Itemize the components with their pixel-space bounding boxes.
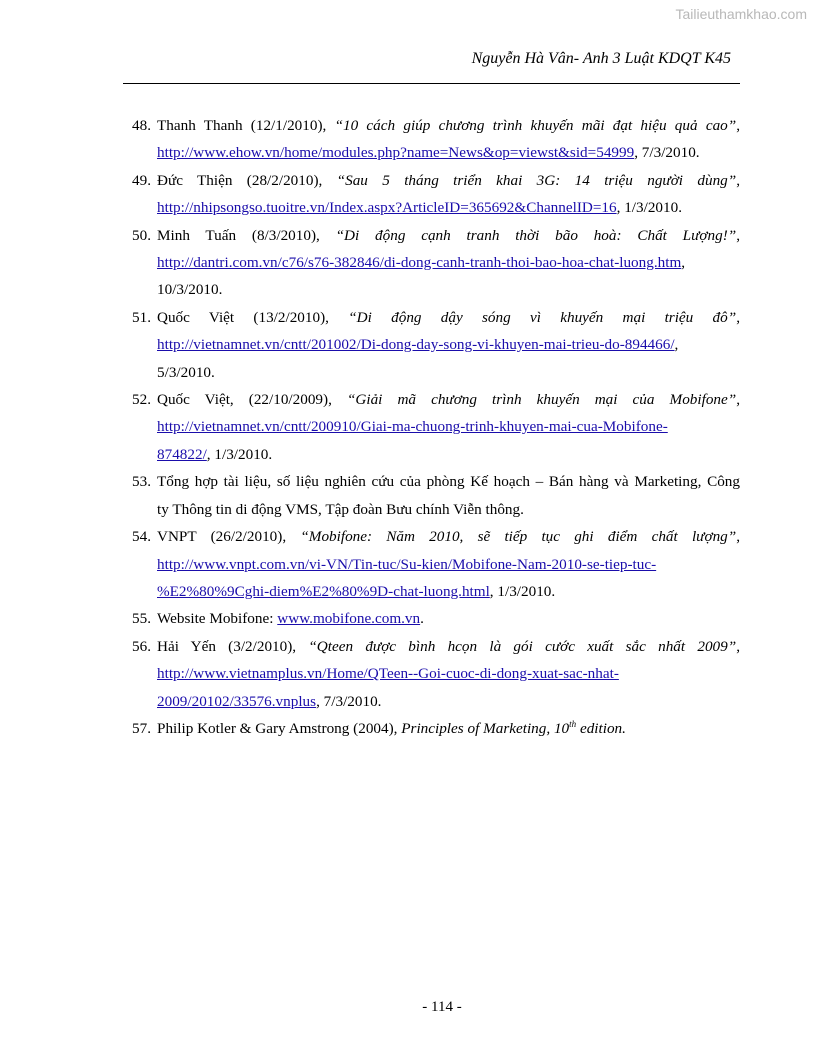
reference-link[interactable]: http://nhipsongso.tuoitre.vn/Index.aspx?ArticleID=365692&ChannelID=16: [157, 199, 617, 217]
reference-link[interactable]: 2009/20102/33576.vnplus: [157, 692, 317, 710]
reference-item: [132, 468, 740, 523]
reference-item: [132, 304, 740, 386]
reference-line: [157, 523, 740, 550]
reference-number: 55.: [132, 610, 151, 628]
reference-text: Philip Kotler & Gary Amstrong (2004),: [157, 719, 402, 737]
reference-number: 56.: [132, 637, 151, 655]
reference-title: “Di động cạnh tranh thời bão hoà: Chất Lượng!”: [335, 226, 737, 244]
reference-text: ,: [736, 226, 741, 244]
reference-line: [157, 194, 740, 221]
reference-line: [157, 386, 740, 413]
reference-text: Tổng hợp tài liệu, số liệu nghiên cứu của phòng Kế hoạch – Bán hàng và Marketing, Công: [157, 473, 740, 491]
reference-item: [132, 112, 740, 167]
reference-line: [157, 715, 740, 742]
reference-link[interactable]: http://vietnamnet.vn/cntt/200910/Giai-ma-chuong-trinh-khuyen-mai-cua-Mobifone-: [157, 418, 668, 436]
reference-text: .: [420, 610, 424, 628]
reference-text: Hải Yến (3/2/2010),: [157, 637, 309, 655]
reference-line: [157, 331, 740, 358]
reference-link[interactable]: http://www.vietnamplus.vn/Home/QTeen--Goi-cuoc-di-dong-xuat-sac-nhat-: [157, 665, 619, 683]
reference-item: [132, 523, 740, 605]
reference-text: VNPT (26/2/2010),: [157, 528, 301, 546]
reference-text: Thanh Thanh (12/1/2010),: [157, 117, 335, 134]
reference-text: , 7/3/2010.: [634, 144, 700, 162]
reference-text: 10/3/2010.: [157, 281, 223, 299]
watermark: Tailieuthamkhao.com: [675, 6, 807, 22]
reference-line: [157, 249, 740, 276]
reference-line: [157, 276, 740, 303]
reference-number: 53.: [132, 473, 151, 491]
page-number: - 114 -: [422, 999, 462, 1015]
reference-title: “Mobifone: Năm 2010, sẽ tiếp tục ghi điểm chất lượng”: [300, 528, 737, 546]
reference-number: 48.: [132, 117, 151, 134]
reference-line: [157, 660, 740, 687]
reference-link[interactable]: www.mobifone.com.vn: [277, 610, 421, 628]
reference-number: 51.: [132, 308, 151, 326]
reference-text: Website Mobifone:: [157, 610, 278, 628]
reference-body: [157, 468, 740, 523]
reference-line: [157, 578, 740, 605]
reference-line: [157, 633, 740, 660]
reference-line: [157, 413, 740, 440]
reference-title: Principles of Marketing, 10: [401, 719, 570, 737]
reference-link[interactable]: http://vietnamnet.vn/cntt/201002/Di-dong-day-song-vi-khuyen-mai-trieu-do-894466/: [157, 336, 675, 354]
reference-line: [157, 688, 740, 715]
reference-item: [132, 222, 740, 304]
reference-text: ,: [681, 254, 686, 272]
page-header: Nguyễn Hà Vân- Anh 3 Luật KDQT K45: [471, 50, 731, 67]
reference-line: [157, 304, 740, 331]
reference-list: [132, 112, 740, 742]
reference-number: 52.: [132, 391, 151, 409]
reference-line: [157, 441, 740, 468]
reference-item: [132, 386, 740, 468]
reference-number: 50.: [132, 226, 151, 244]
reference-body: [157, 222, 740, 304]
reference-line: [157, 167, 740, 194]
reference-item: [132, 167, 740, 222]
reference-body: [157, 633, 740, 715]
reference-line: [157, 551, 740, 578]
reference-body: [157, 386, 740, 468]
reference-text: ,: [736, 637, 740, 655]
reference-title: edition.: [576, 719, 626, 737]
reference-text: ,: [736, 528, 740, 546]
reference-text: , 1/3/2010.: [616, 199, 683, 217]
reference-title: “Di động dậy sóng vì khuyến mại triệu đô”: [348, 308, 737, 326]
reference-item: [132, 633, 740, 715]
reference-text: ,: [736, 117, 741, 134]
reference-number: 57.: [132, 719, 151, 737]
reference-text: ,: [736, 308, 740, 326]
reference-item: [132, 715, 740, 742]
reference-text: , 1/3/2010.: [206, 445, 273, 463]
reference-body: [157, 112, 740, 167]
reference-line: [157, 605, 740, 632]
reference-text: Đức Thiện (28/2/2010),: [157, 171, 337, 189]
reference-title: “10 cách giúp chương trình khuyến mãi đạt hiệu quả cao”: [334, 117, 737, 134]
reference-item: [132, 605, 740, 632]
superscript: th: [569, 718, 577, 729]
reference-title: “Qteen được bình hcọn là gói cước xuất sắc nhất 2009”: [308, 637, 737, 655]
reference-line: [157, 139, 740, 166]
reference-link[interactable]: %E2%80%9Cghi-diem%E2%80%9D-chat-luong.html: [157, 582, 490, 600]
reference-number: 54.: [132, 528, 151, 546]
reference-line: [157, 222, 740, 249]
reference-body: [157, 715, 740, 742]
header-rule: [123, 83, 740, 84]
reference-line: [157, 468, 740, 495]
reference-text: ty Thông tin di động VMS, Tập đoàn Bưu chính Viễn thông.: [157, 500, 524, 518]
reference-link[interactable]: http://www.vnpt.com.vn/vi-VN/Tin-tuc/Su-kien/Mobifone-Nam-2010-se-tiep-tuc-: [157, 555, 657, 573]
reference-text: , 1/3/2010.: [489, 582, 556, 600]
reference-link[interactable]: http://www.ehow.vn/home/modules.php?name=News&op=viewst&sid=54999: [157, 144, 635, 162]
reference-body: [157, 167, 740, 222]
reference-text: ,: [736, 391, 741, 409]
reference-title: “Giải mã chương trình khuyến mại của Mobifone”: [346, 391, 737, 409]
reference-text: Minh Tuấn (8/3/2010),: [157, 226, 336, 244]
reference-link[interactable]: http://dantri.com.vn/c76/s76-382846/di-dong-canh-tranh-thoi-bao-hoa-chat-luong.htm: [157, 254, 682, 272]
reference-number: 49.: [132, 171, 151, 189]
reference-line: [157, 112, 740, 139]
reference-text: 5/3/2010.: [157, 363, 215, 381]
reference-body: [157, 304, 740, 386]
reference-text: ,: [736, 171, 741, 189]
reference-title: “Sau 5 tháng triển khai 3G: 14 triệu người dùng”: [336, 171, 737, 189]
reference-text: Quốc Việt (13/2/2010),: [157, 308, 349, 326]
reference-line: [157, 359, 740, 386]
reference-text: ,: [674, 336, 679, 354]
reference-link[interactable]: 874822/: [157, 445, 207, 463]
reference-body: [157, 523, 740, 605]
reference-body: [157, 605, 740, 632]
reference-line: [157, 496, 740, 523]
reference-text: , 7/3/2010.: [316, 692, 382, 710]
reference-text: Quốc Việt, (22/10/2009),: [157, 391, 347, 409]
